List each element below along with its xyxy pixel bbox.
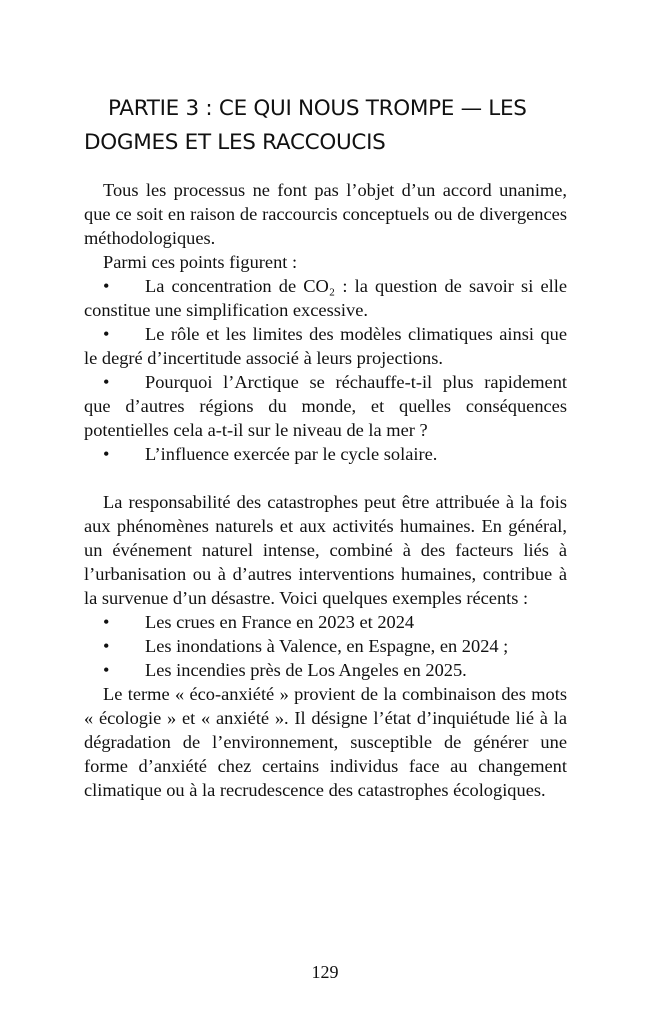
list-item xyxy=(84,370,567,442)
paragraph-spacer xyxy=(84,466,567,490)
bullet-icon: • xyxy=(103,612,110,632)
list-item xyxy=(84,322,567,370)
list-item xyxy=(84,634,567,658)
list-item xyxy=(84,658,567,682)
list-item-text: La concentration de CO₂ : la question de savoir si elle constitue une simplification excessive. xyxy=(84,276,567,320)
list-item-text: Les crues en France en 2023 et 2024 xyxy=(145,612,415,632)
page-body xyxy=(84,178,567,802)
list-item-text: Pourquoi l’Arctique se réchauffe-t-il plus rapidement que d’autres régions du monde, et quelles conséquences potentielles cela a-t-il sur le niveau de la mer ? xyxy=(84,372,567,440)
bullet-icon: • xyxy=(103,660,110,680)
list-item xyxy=(84,274,567,322)
bullet-icon: • xyxy=(103,636,110,656)
chapter-heading-text: PARTIE 3 : CE QUI NOUS TROMPE — LES DOGMES ET LES RACCOUCIS xyxy=(84,96,527,155)
paragraph-intro: Tous les processus ne font pas l’objet d’un accord unanime, que ce soit en raison de raccourcis conceptuels ou de divergences méthodologiques. xyxy=(84,180,567,248)
paragraph-eco-anxiety: Le terme « éco-anxiété » provient de la combinaison des mots « écologie » et « anxiété ». Il désigne l’état d’inquiétude lié à la dégradation de l’environnement, susceptible de générer une forme d’anxiété chez certains individus face au changement climatique ou à la recrudescence des catastrophes écologiques. xyxy=(84,684,567,800)
chapter-heading xyxy=(84,92,584,160)
list-item-text: Les inondations à Valence, en Espagne, en 2024 ; xyxy=(145,636,509,656)
list-item-text: Le rôle et les limites des modèles climatiques ainsi que le degré d’incertitude associé à leurs projections. xyxy=(84,324,567,368)
paragraph-disasters: La responsabilité des catastrophes peut être attribuée à la fois aux phénomènes naturels et aux activités humaines. En général, un événement naturel intense, combiné à des facteurs liés à l’urbanisation ou à d’autres interventions humaines, contribue à la survenue d’un désastre. Voici quelques exemples récents : xyxy=(84,492,567,608)
paragraph-list-intro: Parmi ces points figurent : xyxy=(103,252,298,272)
bullet-icon: • xyxy=(103,324,110,344)
bullet-icon: • xyxy=(103,444,110,464)
bullet-icon: • xyxy=(103,276,110,296)
list-item-text: Les incendies près de Los Angeles en 2025. xyxy=(145,660,467,680)
bullet-icon: • xyxy=(103,372,110,392)
page-number: 129 xyxy=(311,962,339,982)
list-item xyxy=(84,610,567,634)
list-item-text: L’influence exercée par le cycle solaire. xyxy=(145,444,438,464)
list-item xyxy=(84,442,567,466)
